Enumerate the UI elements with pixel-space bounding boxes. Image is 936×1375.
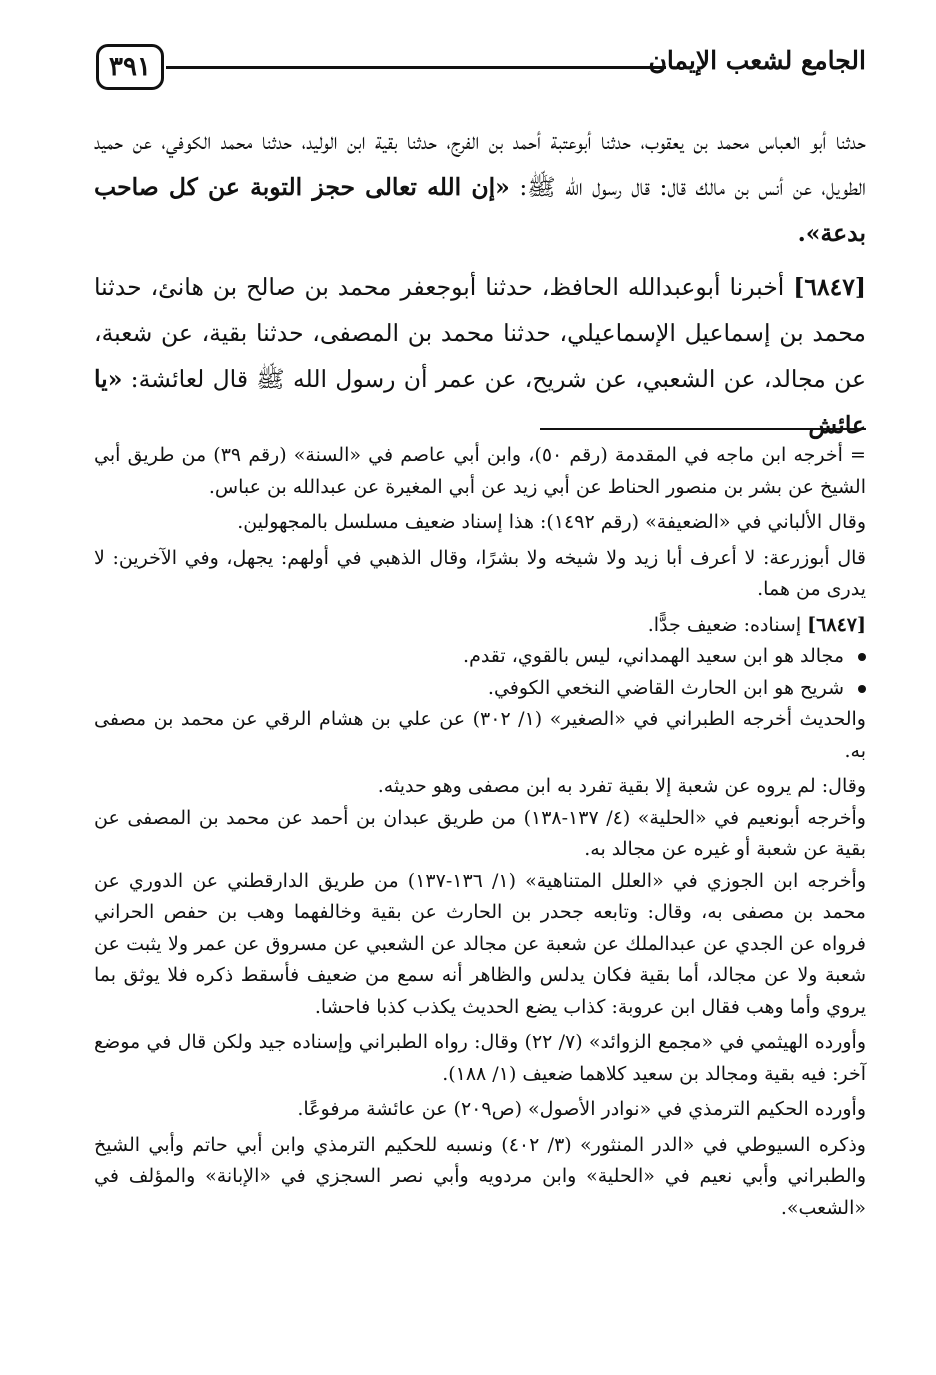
footnote-line: وأخرجه أبونعيم في «الحلية» (٤/ ١٣٧-١٣٨) من طريق عبدان بن أحمد عن محمد بن المصفى عن بقية عن شعبة أو غيره عن مجالد به.: [94, 806, 866, 860]
footnote-line: وذكره السيوطي في «الدر المنثور» (٣/ ٤٠٢) ونسبه للحكيم الترمذي وابن أبي حاتم وأبي الشيخ والطبراني وأبي نعيم في «الحلية» وابن مردويه وأبي نصر السجزي في «الإبانة» والمؤلف في «الشعب».: [94, 1133, 866, 1219]
footnote-divider: [540, 428, 866, 430]
hadith-quote: «يا عائش: [94, 365, 866, 439]
footnote-bullet-text: شريح هو ابن الحارث القاضي النخعي الكوفي.: [487, 676, 844, 699]
footnote-line: [94, 610, 866, 642]
main-text: [94, 118, 866, 448]
hadith-number: [٦٨٤٧]: [793, 273, 866, 301]
footnote-line: وقال الألباني في «الضعيفة» (رقم ١٤٩٢): هذا إسناد ضعيف مسلسل بالمجهولين.: [237, 511, 866, 533]
header-rule: [166, 66, 666, 69]
book-title: الجامع لشعب الإيمان: [648, 46, 866, 75]
footnote-line: وأورده الهيثمي في «مجمع الزوائد» (٧/ ٢٢) وقال: رواه الطبراني وإسناده جيد ولكن قال في موضع آخر: فيه بقية ومجالد بن سعيد كلاهما ضعيف (١/ ١٨٨).: [94, 1031, 866, 1085]
bullet-icon: [858, 653, 866, 661]
page-header: [96, 44, 866, 90]
footnote-grading: إسناده: ضعيف جدًّا.: [647, 613, 802, 636]
page-number-box: [96, 44, 164, 90]
footnote-line: = أخرجه ابن ماجه في المقدمة (رقم ٥٠)، وابن أبي عاصم في «السنة» (رقم ٣٩) من طريق أبي الشيخ عن بشر بن منصور الحناط عن أبي زيد عن أبي المغيرة عن عبدالله بن عباس.: [94, 444, 866, 498]
bullet-icon: [858, 685, 866, 693]
footnote-bullet-text: مجالد هو ابن سعيد الهمداني، ليس بالقوي، تقدم.: [463, 645, 844, 667]
footnote-line: قال أبوزرعة: لا أعرف أبا زيد ولا شيخه ولا بشرًا، وقال الذهبي في أولهم: يجهل، وفي الآخرين: لا يدرى من هما.: [94, 546, 866, 600]
main-paragraph-1: [94, 118, 866, 256]
footnote-hadith-number: [٦٨٤٧]: [807, 613, 866, 636]
footnote-line: وأورده الحكيم الترمذي في «نوادر الأصول» (ص٢٠٩) عن عائشة مرفوعًا.: [297, 1098, 866, 1120]
hadith-chain-text: حدثنا أبو العباس محمد بن يعقوب، حدثنا أبوعتبة أحمد بن الفرج، حدثنا بقية ابن الوليد، حدثنا محمد الكوفي، عن حميد الطويل، عن أنس بن مالك قال: قال رسول الله ﷺ:: [94, 127, 866, 201]
footnote-bullet: [94, 673, 866, 705]
footnote-line: والحديث أخرجه الطبراني في «الصغير» (١/ ٣٠٢) عن علي بن هشام الرقي عن محمد بن مصفى به.: [94, 708, 866, 762]
hadith-chain-text: أخبرنا أبوعبدالله الحافظ، حدثنا أبوجعفر محمد بن صالح بن هانئ، حدثنا محمد بن إسماعيل الإسماعيلي، حدثنا محمد بن المصفى، حدثنا بقية، عن شعبة، عن مجالد، عن الشعبي، عن شريح، عن عمر أن رسول الله ﷺ قال لعائشة:: [94, 273, 866, 393]
footnote-bullet: [94, 641, 866, 673]
footnotes: [94, 440, 866, 1224]
page-number: ٣٩١: [109, 52, 151, 82]
footnote-line: وأخرجه ابن الجوزي في «العلل المتناهية» (١/ ١٣٦-١٣٧) من طريق الدارقطني عن الدوري عن محمد بن مصفى به، وقال: وتابعه جحدر بن الحارث عن بقية وخالفهما وهب بن حفص الحراني فرواه عن الجدي عن عبدالملك عن شعبة عن مجالد عن الشعبي عن مسروق عن عمر ولا يثبت عن شعبة ولا عن مجالد، أما بقية فكان يدلس والظاهر أنه سمع من ضعيف فأسقط ذكره فلا يوثق بما يروي وأما وهب فقال ابن عروبة: كذاب يضع الحديث يكذب كذبا فاحشا.: [94, 869, 866, 1018]
hadith-quote: «إن الله تعالى حجز التوبة عن كل صاحب بدعة».: [94, 173, 866, 247]
footnote-line: وقال: لم يروه عن شعبة إلا بقية تفرد به ابن مصفى وهو حديثه.: [377, 775, 866, 797]
main-paragraph-2: [94, 264, 866, 448]
